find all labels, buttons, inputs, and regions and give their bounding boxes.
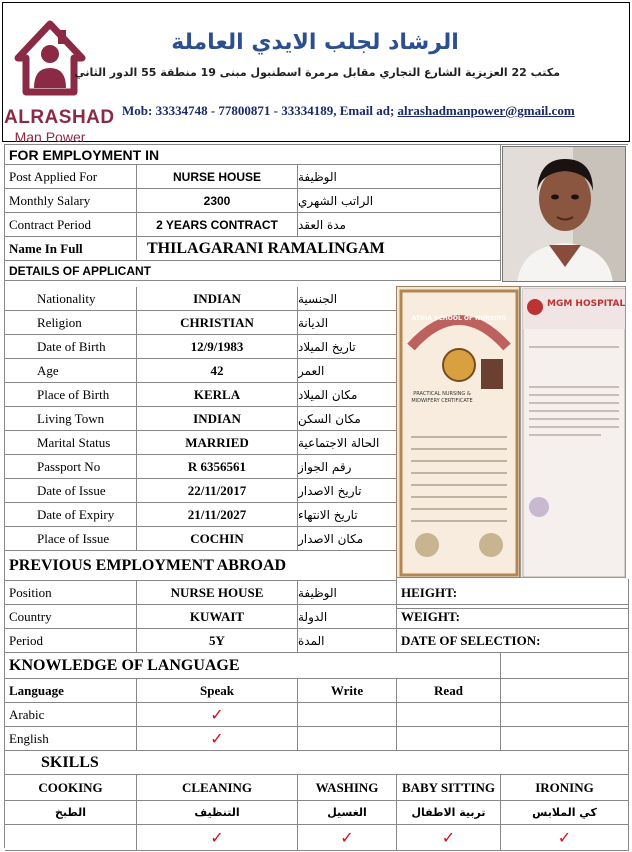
check-mark-icon: ✓ bbox=[397, 825, 501, 851]
skill-name: CLEANING bbox=[137, 775, 298, 801]
field-label: Age bbox=[5, 359, 137, 383]
blank-cell bbox=[397, 703, 501, 727]
field-label: Position bbox=[5, 581, 137, 605]
field-value: MARRIED bbox=[137, 431, 298, 455]
field-label: Date of Birth bbox=[5, 335, 137, 359]
side-field-label: WEIGHT: bbox=[397, 605, 629, 629]
field-label-arabic: مكان الاصدار bbox=[298, 527, 397, 551]
field-label: Place of Birth bbox=[5, 383, 137, 407]
blank-cell bbox=[397, 579, 629, 609]
field-label-arabic: الدولة bbox=[298, 605, 397, 629]
nursing-certificate-image bbox=[396, 286, 520, 578]
section-skills: SKILLS bbox=[5, 751, 629, 775]
field-label: Place of Issue bbox=[5, 527, 137, 551]
field-label: Monthly Salary bbox=[5, 189, 137, 213]
field-label: Country bbox=[5, 605, 137, 629]
blank-cell bbox=[501, 727, 629, 751]
field-value: 12/9/1983 bbox=[137, 335, 298, 359]
check-mark-icon bbox=[5, 825, 137, 851]
language-name: Arabic bbox=[5, 703, 137, 727]
field-label-arabic: الجنسية bbox=[298, 287, 397, 311]
field-label: Marital Status bbox=[5, 431, 137, 455]
skill-name: COOKING bbox=[5, 775, 137, 801]
check-mark-icon: ✓ bbox=[137, 727, 298, 751]
language-header: Language bbox=[5, 679, 137, 703]
blank-cell bbox=[298, 703, 397, 727]
field-label-arabic: العمر bbox=[298, 359, 397, 383]
language-header: Read bbox=[397, 679, 501, 703]
logo-house-icon bbox=[4, 6, 96, 102]
field-value: KERLA bbox=[137, 383, 298, 407]
field-label-arabic: رقم الجواز bbox=[298, 455, 397, 479]
cert1-title: ATHIA SCHOOL OF NURSING bbox=[411, 315, 507, 322]
skill-name: IRONING bbox=[501, 775, 629, 801]
skill-name-arabic: كي الملابس bbox=[501, 801, 629, 825]
blank-cell bbox=[501, 653, 629, 679]
skill-name-arabic: تربية الاطفال bbox=[397, 801, 501, 825]
field-label-arabic: مكان الميلاد bbox=[298, 383, 397, 407]
field-label: Nationality bbox=[5, 287, 137, 311]
blank-cell bbox=[501, 703, 629, 727]
name-label: Name In Full bbox=[5, 237, 137, 261]
field-label: Living Town bbox=[5, 407, 137, 431]
field-label-arabic: الحالة الاجتماعية bbox=[298, 431, 397, 455]
field-label-arabic: المدة bbox=[298, 629, 397, 653]
check-mark-icon: ✓ bbox=[501, 825, 629, 851]
skill-name: BABY SITTING bbox=[397, 775, 501, 801]
cert2-title: MGM HOSPITAL bbox=[547, 299, 626, 309]
section-applicant: DETAILS OF APPLICANT bbox=[5, 261, 501, 281]
field-value: 22/11/2017 bbox=[137, 479, 298, 503]
field-value: NURSE HOUSE bbox=[137, 581, 298, 605]
field-label: Passport No bbox=[5, 455, 137, 479]
field-value: R 6356561 bbox=[137, 455, 298, 479]
language-header: Speak bbox=[137, 679, 298, 703]
check-mark-icon: ✓ bbox=[137, 825, 298, 851]
field-value: INDIAN bbox=[137, 287, 298, 311]
field-label-arabic: مدة العقد bbox=[298, 213, 501, 237]
field-label-arabic: تاريخ الانتهاء bbox=[298, 503, 397, 527]
field-label: Period bbox=[5, 629, 137, 653]
field-value: 5Y bbox=[137, 629, 298, 653]
side-field-label: DATE OF SELECTION: bbox=[397, 629, 629, 653]
field-value: CHRISTIAN bbox=[137, 311, 298, 335]
field-value: INDIAN bbox=[137, 407, 298, 431]
field-value: 21/11/2027 bbox=[137, 503, 298, 527]
section-previous-employment: PREVIOUS EMPLOYMENT ABROAD bbox=[5, 551, 397, 581]
field-label-arabic: الوظيفة bbox=[298, 165, 501, 189]
field-value: COCHIN bbox=[137, 527, 298, 551]
logo-subtext: Man Power bbox=[14, 129, 86, 145]
field-label-arabic: الديانة bbox=[298, 311, 397, 335]
company-address-arabic: مكتب 22 العزيزية الشارع التجاري مقابل مرمرة اسطنبول مبنى 19 منطقة 55 الدور الثاني bbox=[74, 66, 560, 79]
field-label-arabic: تاريخ الاصدار bbox=[298, 479, 397, 503]
contact-line bbox=[122, 103, 602, 119]
skill-name: WASHING bbox=[298, 775, 397, 801]
language-name: English bbox=[5, 727, 137, 751]
check-mark-icon: ✓ bbox=[137, 703, 298, 727]
check-mark-icon: ✓ bbox=[298, 825, 397, 851]
logo-text: ALRASHAD bbox=[4, 107, 115, 128]
field-value: NURSE HOUSE bbox=[137, 165, 298, 189]
company-name-arabic: الرشاد لجلب الايدي العاملة bbox=[171, 30, 459, 55]
side-field-label: HEIGHT: bbox=[397, 581, 629, 605]
section-language: KNOWLEDGE OF LANGUAGE bbox=[5, 653, 501, 679]
field-label: Contract Period bbox=[5, 213, 137, 237]
field-value: 2300 bbox=[137, 189, 298, 213]
field-value: 42 bbox=[137, 359, 298, 383]
email-link[interactable]: alrashadmanpower@gmail.com bbox=[397, 103, 575, 118]
skill-name-arabic: التنظيف bbox=[137, 801, 298, 825]
applicant-photo bbox=[502, 146, 626, 282]
field-label: Date of Issue bbox=[5, 479, 137, 503]
field-value: 2 YEARS CONTRACT bbox=[137, 213, 298, 237]
skill-name-arabic: الطبخ bbox=[5, 801, 137, 825]
hospital-certificate-image bbox=[520, 286, 626, 578]
cert1-subtitle: PRACTICAL NURSING & MIDWIFERY CERTIFICATE bbox=[411, 391, 473, 404]
blank-cell bbox=[397, 727, 501, 751]
skill-name-arabic: الغسيل bbox=[298, 801, 397, 825]
field-label-arabic: تاريخ الميلاد bbox=[298, 335, 397, 359]
field-label-arabic: الوظيفة bbox=[298, 581, 397, 605]
full-name-value: THILAGARANI RAMALINGAM bbox=[137, 237, 501, 261]
section-employment: FOR EMPLOYMENT IN bbox=[5, 145, 501, 165]
field-label: Post Applied For bbox=[5, 165, 137, 189]
field-label: Religion bbox=[5, 311, 137, 335]
field-label: Date of Expiry bbox=[5, 503, 137, 527]
contact-numbers: Mob: 33334748 - 77800871 - 33334189, Email ad; bbox=[122, 103, 398, 118]
blank-cell bbox=[298, 727, 397, 751]
field-label-arabic: مكان السكن bbox=[298, 407, 397, 431]
blank-cell bbox=[501, 679, 629, 703]
field-label-arabic: الراتب الشهري bbox=[298, 189, 501, 213]
field-value: KUWAIT bbox=[137, 605, 298, 629]
language-header: Write bbox=[298, 679, 397, 703]
